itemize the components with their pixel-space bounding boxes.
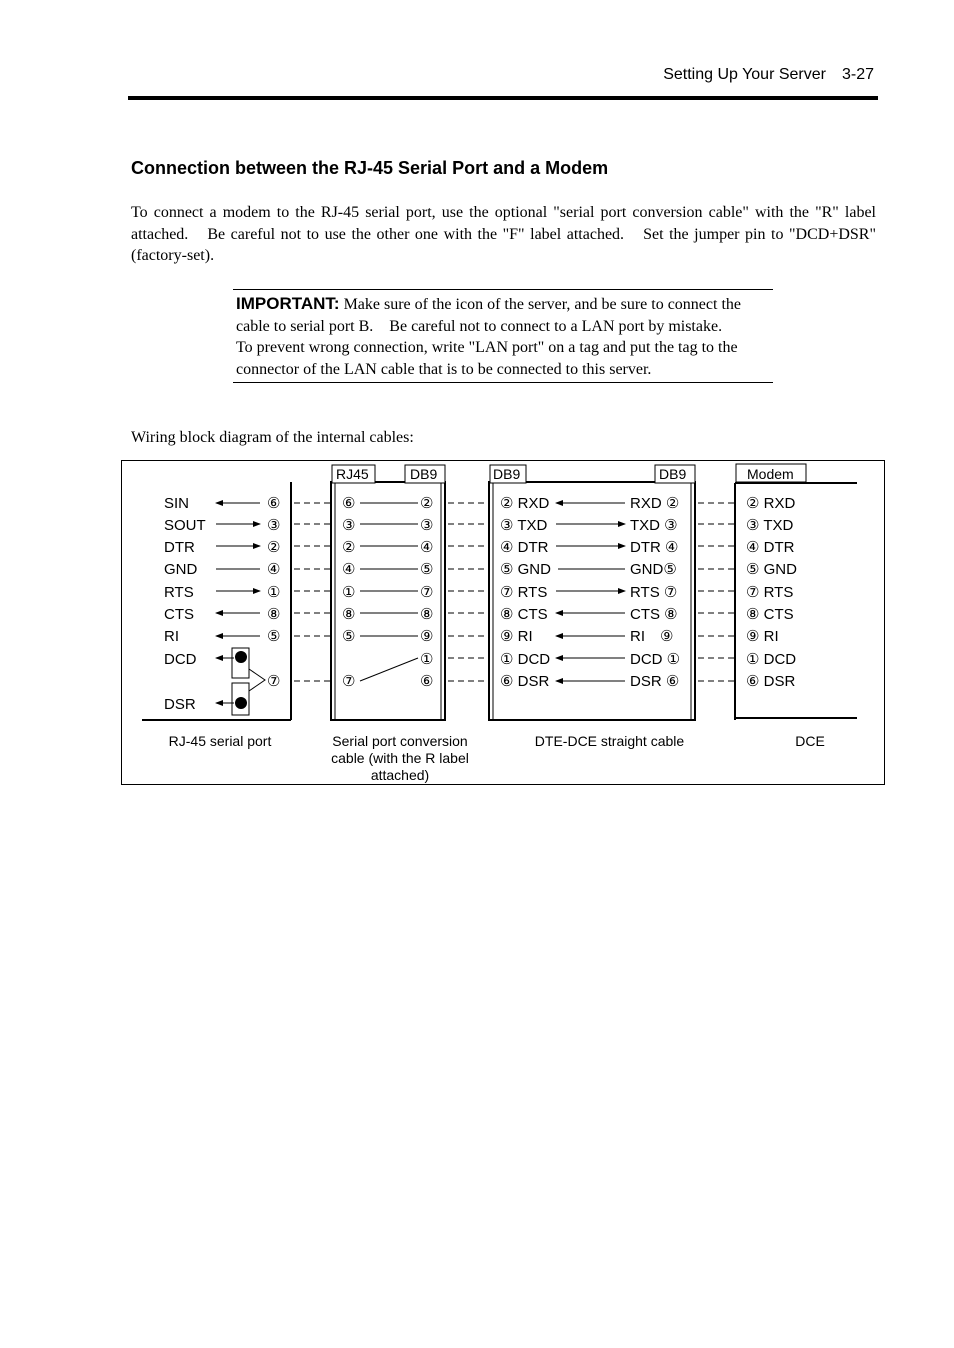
- modem-pin-ri: ⑨ RI: [746, 628, 779, 645]
- dte-left-rxd: ② RXD: [500, 495, 550, 512]
- conv-right-pin-6: ⑧: [420, 606, 434, 623]
- important-text-1: Make sure of the icon of the server, and be sure to connect the cable to serial port B. Be careful not to connect to a LAN port by mistake.: [236, 296, 741, 335]
- db9-connector-label-1: DB9: [410, 466, 438, 482]
- rj45-signal-cts: CTS: [164, 606, 194, 623]
- dte-left-dtr: ④ DTR: [500, 539, 549, 556]
- dte-right-ri: RI ⑨: [630, 628, 674, 645]
- dte-left-rts: ⑦ RTS: [500, 584, 548, 601]
- rj45-signal-sin: SIN: [164, 495, 190, 512]
- dte-right-cts: CTS ⑧: [630, 606, 678, 623]
- modem-pin-cts: ⑧ CTS: [746, 606, 794, 623]
- dashed-links-db9: [448, 503, 489, 681]
- db9-connector-label-3: DB9: [659, 466, 687, 482]
- conv-left-pin-6: ⑧: [342, 606, 356, 623]
- rj45-pin-5: ①: [267, 584, 281, 601]
- rj45-signal-dcd: DCD: [164, 651, 197, 668]
- important-label: IMPORTANT:: [236, 294, 340, 313]
- dte-left-dcd: ① DCD: [500, 651, 551, 668]
- rj45-pin-2: ③: [267, 517, 281, 534]
- modem-pin-rxd: ② RXD: [746, 495, 796, 512]
- rj45-signal-rts: RTS: [164, 584, 194, 601]
- caption-rj45-port: RJ-45 serial port: [168, 733, 272, 749]
- page-number: 3-27: [841, 66, 874, 83]
- dte-left-txd: ③ TXD: [500, 517, 548, 534]
- dte-right-dsr: DSR ⑥: [630, 673, 680, 690]
- conv-left-pin-2: ③: [342, 517, 356, 534]
- modem-pin-dtr: ④ DTR: [746, 539, 795, 556]
- rj45-connector-label: RJ45: [336, 466, 369, 482]
- dte-right-dcd: DCD ①: [630, 651, 681, 668]
- modem-connector-label: Modem: [747, 466, 794, 482]
- jumper-link: [249, 669, 265, 691]
- wiring-diagram-label: Wiring block diagram of the internal cables:: [131, 429, 414, 446]
- modem-pin-txd: ③ TXD: [746, 517, 794, 534]
- conv-right-pin-4: ⑤: [420, 561, 434, 578]
- conv-left-pin-5: ①: [342, 584, 356, 601]
- rj45-pin-4: ④: [267, 561, 281, 578]
- rj45-signal-sout: SOUT: [164, 517, 206, 534]
- conv-right-pin-7: ⑨: [420, 628, 434, 645]
- conv-left-pin-7: ⑤: [342, 628, 356, 645]
- dte-right-dtr: DTR ④: [630, 539, 679, 556]
- conv-right-pin-3: ④: [420, 539, 434, 556]
- intro-paragraph: To connect a modem to the RJ-45 serial port, use the optional "serial port conversion cable" with the "R" label attached. Be careful not to use the other one with the "F" label attached. Set the jumper pin to "DCD+DSR" (factory-set).: [131, 204, 876, 264]
- conv-right-pin-1: ②: [420, 495, 434, 512]
- caption-conversion-cable: Serial port conversion cable (with the R label attached): [331, 733, 469, 783]
- dte-right-rxd: RXD ②: [630, 495, 680, 512]
- dte-left-ri: ⑨ RI: [500, 628, 533, 645]
- conv-left-pin-3: ②: [342, 539, 356, 556]
- dte-left-gnd: ⑤ GND: [500, 561, 551, 578]
- important-text-2: To prevent wrong connection, write "LAN port" on a tag and put the tag to the connector of the LAN cable that is to be connected to this server.: [236, 339, 738, 378]
- caption-dce: DCE: [795, 733, 825, 749]
- dashed-links-rj45: [294, 503, 331, 681]
- conv-right-pin-2: ③: [420, 517, 434, 534]
- conv-left-pin-1: ⑥: [342, 495, 356, 512]
- section-title: Connection between the RJ-45 Serial Port and a Modem: [131, 158, 609, 178]
- dashed-links-modem: [698, 503, 735, 681]
- conv-left-pin-4: ④: [342, 561, 356, 578]
- header-text: [663, 66, 874, 84]
- modem-pin-rts: ⑦ RTS: [746, 584, 794, 601]
- important-note: [233, 289, 773, 383]
- jumper-dot-dcd: [235, 651, 247, 663]
- conv-right-pin-8: ①: [420, 651, 434, 668]
- rj45-pin-7: ⑤: [267, 628, 281, 645]
- rj45-signal-dsr: DSR: [164, 696, 196, 713]
- dte-right-gnd: GND⑤: [630, 561, 677, 578]
- dte-right-txd: TXD ③: [630, 517, 678, 534]
- modem-pin-gnd: ⑤ GND: [746, 561, 797, 578]
- rj45-pin-3: ②: [267, 539, 281, 556]
- conv-right-pin-9: ⑥: [420, 673, 434, 690]
- dte-left-cts: ⑧ CTS: [500, 606, 548, 623]
- wiring-diagram: [121, 460, 885, 785]
- conv-wires: [360, 503, 418, 681]
- rj45-pin-8: ⑦: [267, 673, 281, 690]
- dte-right-rts: RTS ⑦: [630, 584, 678, 601]
- header-title: Setting Up Your Server: [663, 66, 826, 83]
- jumper-dot-dsr: [235, 697, 247, 709]
- modem-pin-dcd: ① DCD: [746, 651, 797, 668]
- dte-left-dsr: ⑥ DSR: [500, 673, 550, 690]
- db9-connector-label-2: DB9: [493, 466, 521, 482]
- modem-pin-dsr: ⑥ DSR: [746, 673, 796, 690]
- rj45-signal-gnd: GND: [164, 561, 198, 578]
- rj45-signal-ri: RI: [164, 628, 179, 645]
- conv-left-pin-8: ⑦: [342, 673, 356, 690]
- rj45-pin-6: ⑧: [267, 606, 281, 623]
- caption-straight-cable: DTE-DCE straight cable: [534, 733, 685, 749]
- rj45-pin-1: ⑥: [267, 495, 281, 512]
- page-header: [128, 64, 878, 100]
- rj45-signal-dtr: DTR: [164, 539, 195, 556]
- conv-right-pin-5: ⑦: [420, 584, 434, 601]
